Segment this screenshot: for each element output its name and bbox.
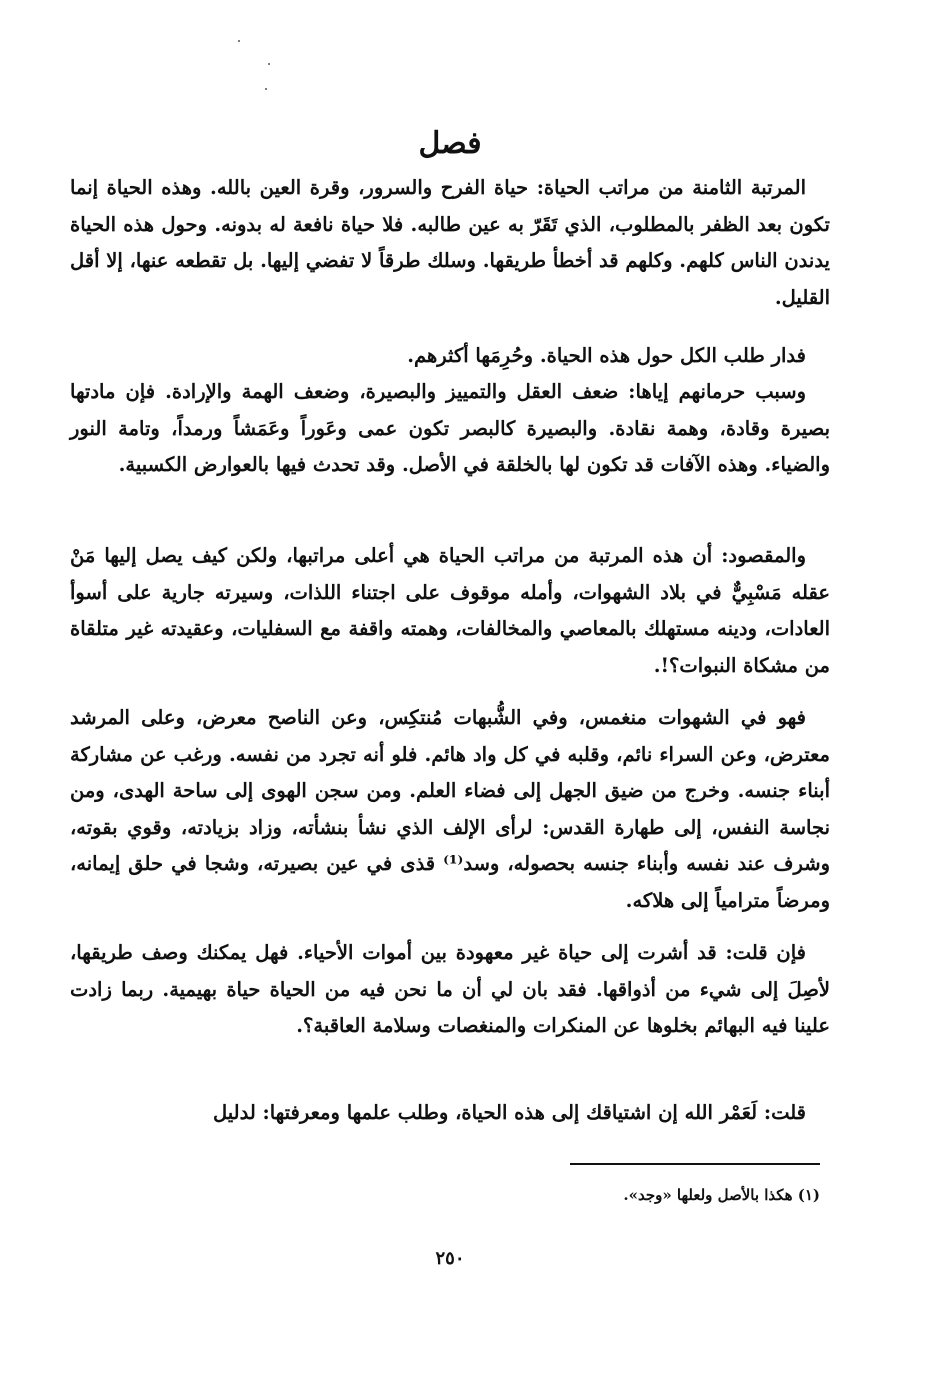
paragraph: فإن قلت: قد أشرت إلى حياة غير معهودة بين أموات الأحياء. فهل يمكنك وصف طريقها، لأصِلَ إلى شيء من أذواقها. فقد بان لي أن ما نحن فيه من الحياة حياة بهيمية. ربما زادت علينا فيه البهائم بخلوها عن المنكرات والمنغصات وسلامة العاقبة؟. (70, 941, 830, 1037)
paragraph: وسبب حرمانهم إياها: ضعف العقل والتمييز والبصيرة، وضعف الهمة والإرادة. فإن مادتها بصيرة وقادة، وهمة نقادة. والبصيرة كالبصر تكون عمى وعَوراً وعَمَشاً ورمداً، وتامة النور والضياء. وهذه الآفات قد تكون لها بالخلقة في الأصل. وقد تحدث فيها بالعوارض الكسبية. (70, 380, 830, 476)
footnote-divider (570, 1163, 820, 1165)
footnote: (١) هكذا بالأصل ولعلها «وجد». (623, 1186, 820, 1204)
paragraph: قلت: لَعَمْر الله إن اشتياقك إلى هذه الحياة، وطلب علمها ومعرفتها: لدليل (212, 1101, 806, 1124)
page-number: ٢٥٠ (435, 1248, 465, 1269)
paragraph: فدار طلب الكل حول هذه الحياة. وحُرِمَها أكثرهم. (407, 344, 806, 367)
book-page (70, 0, 830, 1379)
paragraph: فهو في الشهوات منغمس، وفي الشُّبهات مُنتكِس، وعن الناصح معرض، وعلى المرشد معترض، وعن السراء نائم، وقلبه في كل واد هائم. فلو أنه تجرد من نفسه. ورغب عن مشاركة أبناء جنسه. وخرج من ضيق الجهل إلى فضاء العلم. ومن سجن الهوى إلى ساحة الهدى، ومن نجاسة النفس، إلى طهارة القدس: لرأى الإلف الذي نشأ بنشأته، وزاد بزيادته، وقوي بقوته، وشرف عند نفسه وأبناء جنسه بحصوله، وسد⁽¹⁾ قذى في عين بصيرته، وشجا في حلق إيمانه، ومرضاً مترامياً إلى هلاكه. (70, 706, 830, 912)
chapter-title: فصل (418, 126, 482, 161)
paragraph: والمقصود: أن هذه المرتبة من مراتب الحياة هي أعلى مراتبها، ولكن كيف يصل إليها مَنْ عقله مَسْبِيٌّ في بلاد الشهوات، وأمله موقوف على اجتناء اللذات، وسيرته جارية على أسوأ العادات، ودينه مستهلك بالمعاصي والمخالفات، وهمته واقفة مع السفليات، وعقيدته غير متلقاة من مشكاة النبوات؟!. (70, 544, 830, 677)
paragraph: المرتبة الثامنة من مراتب الحياة: حياة الفرح والسرور، وقرة العين بالله. وهذه الحياة إنما تكون بعد الظفر بالمطلوب، الذي تَقَرّ به عين طالبه. فلا حياة نافعة له بدونه. وحول هذه الحياة يدندن الناس كلهم. وكلهم قد أخطأ طريقها. وسلك طرقاً لا تفضي إليها. بل تقطعه عنها، إلا أقل القليل. (70, 176, 830, 309)
